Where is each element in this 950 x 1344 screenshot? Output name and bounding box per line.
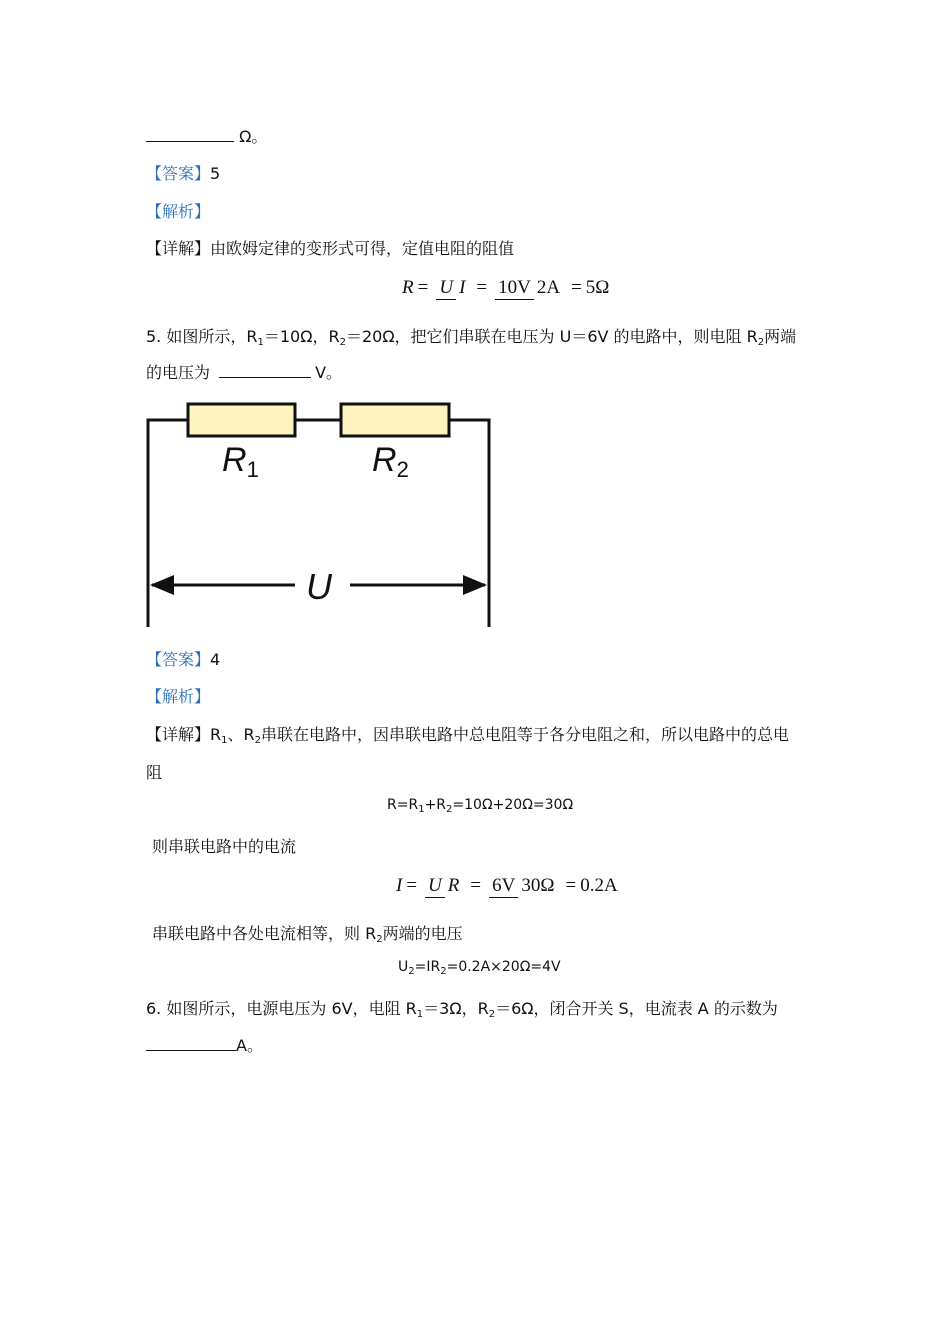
question-number: 5. (146, 327, 162, 346)
analysis-label: 【解析】 (146, 687, 211, 706)
resistor-r2 (341, 404, 449, 436)
circuit-wire-left (148, 420, 188, 627)
q6-text-line2: A。 (146, 1033, 263, 1056)
prev-detail-line (146, 236, 514, 259)
ohm-formula-2: I = U R = 6V 30Ω = 0.2A (396, 874, 618, 896)
fill-in-blank (219, 377, 311, 378)
fraction-u-over-r: U R (425, 875, 462, 898)
detail-text: 由欧姆定律的变形式可得，定值电阻的阻值 (210, 239, 515, 258)
circuit-wire-right (449, 420, 489, 627)
ohm-formula-1: R = U I = 10V 2A = 5Ω (402, 276, 610, 298)
prev-answer-line (146, 161, 220, 184)
detail-label: 【详解】 (146, 239, 211, 258)
q6-text-line1: 6. 如图所示，电源电压为 6V，电阻 $R_1=3\Omega$，$R_2=6\Omega$，闭合开关 S，电流表 A 的示数为 (146, 999, 778, 1020)
fill-in-blank (146, 141, 234, 142)
series-circuit-diagram (140, 395, 500, 630)
answer-value: 4 (210, 650, 221, 669)
arrow-head-right (463, 575, 487, 595)
answer-label: 【答案】 (146, 650, 211, 669)
q5-text-line1: 5. 如图所示，$R_1=10\Omega$，$R_2=20\Omega$，把它们串联在电压为 U＝6V 的电路中，则电阻 $R_2$两端 (146, 327, 797, 348)
answer-value: 5 (210, 164, 221, 183)
voltage-text: 串联电路中各处电流相等，则 $R_2$两端的电压 (152, 924, 463, 945)
fraction-u-over-i: U I (436, 277, 468, 300)
total-resistance-equation: $R=R_1+R_2=10\Omega+20\Omega=30\Omega$ (387, 797, 574, 815)
fill-in-blank (146, 1050, 236, 1051)
answer-label: 【答案】 (146, 164, 211, 183)
fraction-values: 6V 30Ω (489, 875, 557, 898)
prev-answer-blank-line (146, 124, 267, 147)
resistor-r1 (188, 404, 295, 436)
q5-text-line2: 的电压为 V。 (146, 363, 343, 382)
current-text: 则串联电路中的电流 (152, 837, 297, 856)
formula-result: 0.2A (580, 875, 618, 896)
fraction-values: 10V 2A (495, 277, 563, 300)
r1-label: R1 (222, 441, 259, 482)
voltage-equation: $U_2=IR_2=0.2A\times 20\Omega=4V$ (398, 959, 561, 977)
q5-detail-line2: 阻 (146, 763, 163, 782)
q5-text: 如图所示，R (166, 327, 258, 346)
voltage-u-label: U (306, 566, 332, 607)
formula-result: 5Ω (585, 277, 610, 298)
q5-detail-line1: 【详解】$R_1$、$R_2$串联在电路中，因串联电路中总电阻等于各分电阻之和，所以电路中的总电 (146, 725, 790, 746)
detail-label: 【详解】 (146, 725, 211, 744)
formula-lhs: R (402, 277, 414, 298)
q5-answer-line (146, 647, 220, 670)
unit-text: Ω。 (239, 127, 268, 146)
question-number: 6. (146, 999, 162, 1018)
r2-label: R2 (372, 441, 409, 482)
arrow-head-left (150, 575, 174, 595)
analysis-label: 【解析】 (146, 202, 211, 221)
